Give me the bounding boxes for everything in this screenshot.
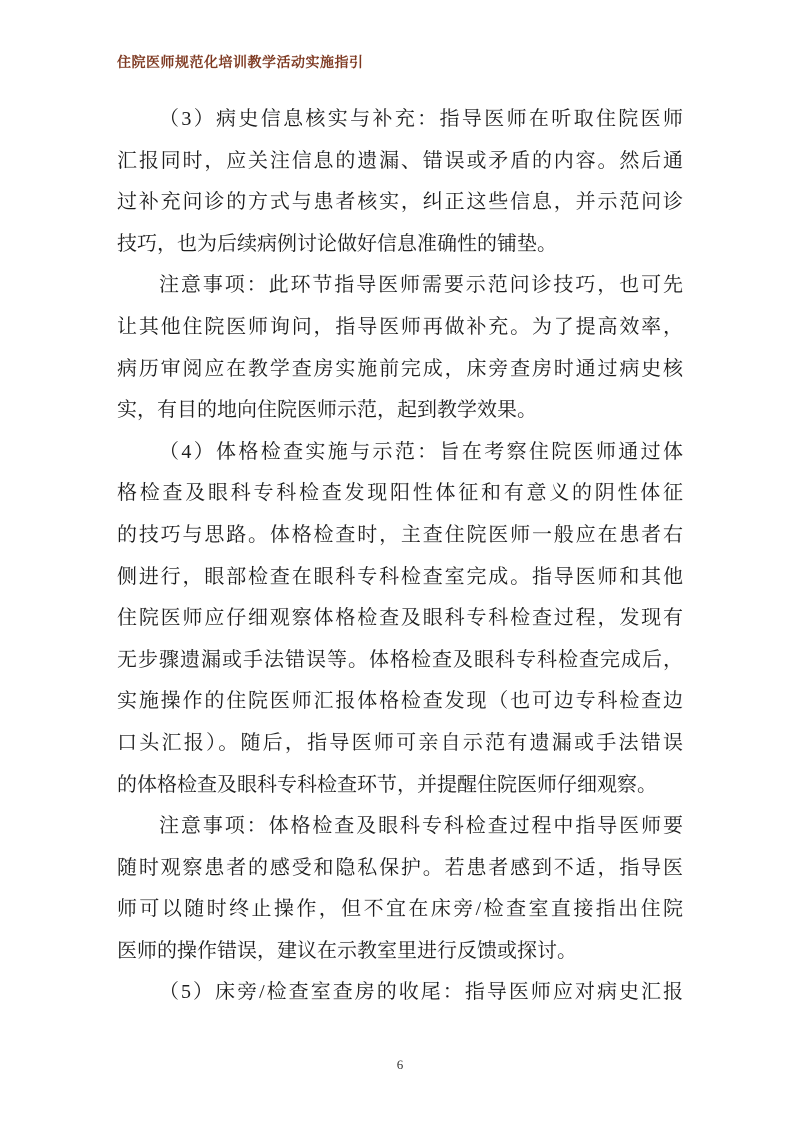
text-line: 过补充问诊的方式与患者核实，纠正这些信息，并示范问诊 [117,191,683,214]
text-line: （4）体格检查实施与示范：旨在考察住院医师通过体 [159,440,683,463]
text-line: 口头汇报）。随后，指导医师可亲自示范有遗漏或手法错误 [117,731,683,754]
text-line: 汇报同时，应关注信息的遗漏、错误或矛盾的内容。然后通 [117,149,683,172]
paragraph [117,972,683,1014]
header-title: 住院医师规范化培训教学活动实施指引 [117,56,364,71]
paragraph [117,806,683,972]
text-line: 格检查及眼科专科检查发现阳性体征和有意义的阴性体征 [117,482,683,505]
text-line: 住院医师应仔细观察体格检查及眼科专科检查过程，发现有 [117,607,683,630]
text-line: （3）病史信息核实与补充：指导医师在听取住院医师 [159,108,683,130]
text-line: 病历审阅应在教学查房实施前完成，床旁查房时通过病史核 [117,357,683,380]
text-line: 实施操作的住院医师汇报体格检查发现（也可边专科检查边 [117,690,683,713]
text-line: 注意事项：体格检查及眼科专科检查过程中指导医师要 [159,815,683,838]
paragraph [117,99,683,265]
text-line: 实，有目的地向住院医师示范，起到教学效果。 [117,399,537,422]
text-line: 无步骤遗漏或手法错误等。体格检查及眼科专科检查完成后， [117,648,683,671]
text-line: 的体格检查及眼科专科检查环节，并提醒住院医师仔细观察。 [117,773,657,796]
document-body [117,99,683,1014]
text-line: 让其他住院医师询问，指导医师再做补充。为了提高效率， [117,315,683,338]
text-line: 医师的操作错误，建议在示教室里进行反馈或探讨。 [117,939,577,962]
text-line: 技巧，也为后续病例讨论做好信息准确性的铺垫。 [117,232,557,255]
text-line: 的技巧与思路。体格检查时，主查住院医师一般应在患者右 [117,523,683,546]
text-line: （5）床旁/检查室查房的收尾：指导医师应对病史汇报 [159,981,683,1004]
text-line: 师可以随时终止操作，但不宜在床旁/检查室直接指出住院 [117,898,683,921]
page-number: 6 [396,1057,404,1072]
page-header [117,52,364,72]
paragraph [117,432,683,806]
page-footer [0,1057,800,1073]
text-line: 侧进行，眼部检查在眼科专科检查室完成。指导医师和其他 [117,565,683,588]
text-line: 随时观察患者的感受和隐私保护。若患者感到不适，指导医 [117,856,683,879]
text-line: 注意事项：此环节指导医师需要示范问诊技巧，也可先 [159,274,683,297]
paragraph [117,265,683,431]
